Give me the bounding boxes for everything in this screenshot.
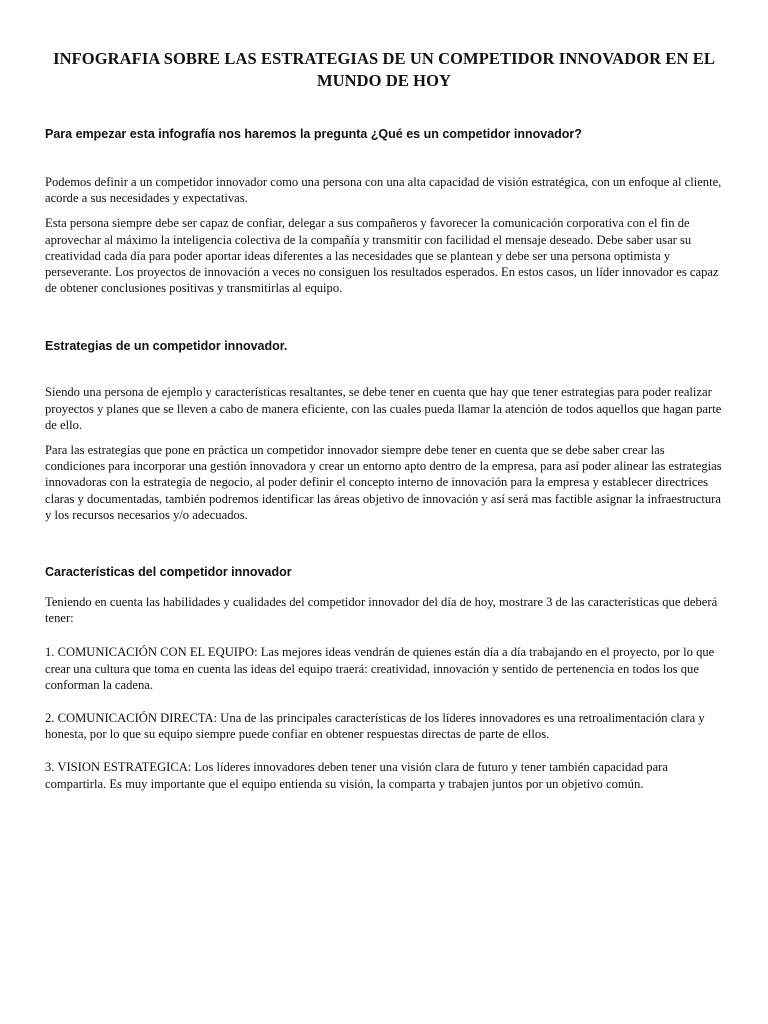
paragraph-strategies-intro: Siendo una persona de ejemplo y características resaltantes, se debe tener en cuenta que hay que tener estrategias para poder realizar proyectos y planes que se lleven a cabo de manera eficiente, con las cuales pueda llamar la atención de todos aquellos que hagan parte de ello. bbox=[45, 385, 722, 432]
paragraph-characteristics-intro: Teniendo en cuenta las habilidades y cualidades del competidor innovador del día de hoy, mostrare 3 de las características que deberá tener: bbox=[45, 595, 718, 626]
section-heading-characteristics: Características del competidor innovador bbox=[45, 565, 292, 580]
paragraph-traits: Esta persona siempre debe ser capaz de confiar, delegar a sus compañeros y favorecer la comunicación corporativa con el fin de aprovechar al máximo la inteligencia colectiva de la compañía y transmitir con facilidad el mensaje deseado. Debe saber usar su creatividad cada día para poder aportar ideas diferentes a las necesidades que se plantean y debe ser una persona optimista y perseverante. Los proyectos de innovación a veces no consiguen los resultados esperados. En estos casos, un líder innovador es capaz de obtener conclusiones positivas y transmitirlas al equipo. bbox=[45, 216, 719, 296]
list-item: 1. COMUNICACIÓN CON EL EQUIPO: Las mejores ideas vendrán de quienes están día a día trabajando en el proyecto, por lo que crear una cultura que toma en cuenta las ideas del equipo traerá: creatividad, innovación y sentido de pertenencia en todos los que conforman la cadena. bbox=[45, 645, 715, 692]
paragraph-definition: Podemos definir a un competidor innovador como una persona con una alta capacidad de visión estratégica, con un enfoque al cliente, acorde a sus necesidades y expectativas. bbox=[45, 175, 722, 206]
document-title: INFOGRAFIA SOBRE LAS ESTRATEGIAS DE UN COMPETIDOR INNOVADOR EN EL MUNDO DE HOY bbox=[53, 49, 715, 90]
list-item: 2. COMUNICACIÓN DIRECTA: Una de las principales características de los líderes innovadores es una retroalimentación clara y honesta, por lo que su equipo siempre puede confiar en obtener respuestas directas de parte de ellos. bbox=[45, 711, 705, 742]
section-heading-strategies: Estrategias de un competidor innovador. bbox=[45, 339, 288, 354]
section-heading-question: Para empezar esta infografía nos haremos la pregunta ¿Qué es un competidor innovador? bbox=[45, 127, 582, 141]
paragraph-strategies-detail: Para las estrategias que pone en práctica un competidor innovador siempre debe tener en cuenta que se debe saber crear las condiciones para incorporar una gestión innovadora y crear un entorno apto dentro de la empresa, para así poder alinear las estrategias innovadoras con la estrategia de negocio, al poder definir el concepto interno de innovación para la empresa y establecer directrices claras y documentadas, también podremos identificar las áreas objetivo de innovación y así será mas factible asignar la infraestructura y los recursos necesarios y/o adecuados. bbox=[45, 443, 722, 522]
document-page bbox=[45, 40, 723, 792]
list-item: 3. VISION ESTRATEGICA: Los líderes innovadores deben tener una visión clara de futuro y tener también capacidad para compartirla. Es muy importante que el equipo entienda su visión, la comparta y trabajen juntos por un objetivo común. bbox=[45, 760, 668, 791]
